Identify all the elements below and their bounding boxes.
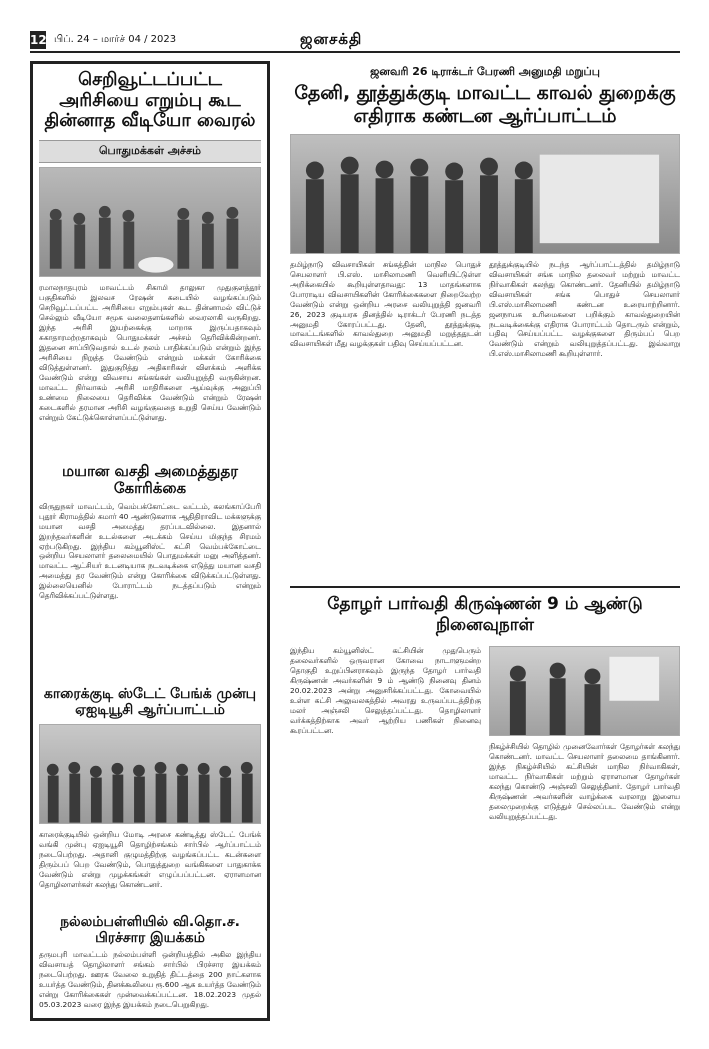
parvathi-body-col1: இந்திய கம்யூனிஸ்ட் கட்சியின் முதுபெரும் தலைவர்களில் ஒருவரான கோவை நாடாளுமன்ற தொகுதி உறுப்பினராகவும் இருந்த தோழர் பார்வதி கிருஷ்ணன் அவர்களின் 9 ம் ஆண்டு நினைவு தினம் 20.02.2023 அன்று அனுசரிக்கப்பட்டது. கோவையில் உள்ள கட்சி அலுவலகத்தில் அவரது உருவப்படத்திற்கு மலர் அஞ்சலி செலுத்தப்பட்டது. தொழிலாளர் வர்க்கத்திற்காக அவர் ஆற்றிய பணிகள் நினைவு கூரப்பட்டன. (290, 646, 481, 735)
page-number: 12 (30, 33, 47, 47)
parvathi-article-body (290, 646, 680, 1021)
rice-story-headline: செறிவூட்டப்பட்ட அரிசியை எறும்பு கூட தின்னாத வீடியோ வைரல் (44, 69, 256, 132)
main-article-body (290, 260, 680, 580)
masthead: ஜனசக்தி (300, 30, 363, 48)
parvathi-body-col2: நிகழ்ச்சியில் தொழில் முனைவோர்கள் தோழர்கள் கலந்து கொண்டனர். மாவட்ட செயலாளர் தலைமை தாங்கினார். இந்த நிகழ்ச்சியில் கட்சியின் மாநில நிர்வாகிகள், மாவட்ட நிர்வாகிகள் மற்றும் ஏராளமான தோழர்கள் கலந்து கொண்டு அஞ்சலி செலுத்தினர். தோழர் பார்வதி கிருஷ்ணன் அவர்களின் வாழ்க்கை வரலாறு இளைய தலைமுறைக்கு எடுத்துச் செல்லப்பட வேண்டும் என்று வலியுறுத்தப்பட்டது. (489, 742, 680, 821)
page-header (0, 0, 709, 56)
nallampalli-story-headline: நல்லம்பள்ளியில் வி.தொ.ச. பிரச்சார இயக்கம் (60, 913, 240, 946)
left-column (30, 61, 270, 1021)
karaikudi-story-body: காரைக்குடியில் ஒன்றிய மோடி அரசை கண்டித்து ஸ்டேட் பேங்க் வங்கி முன்பு ஏஐடியூசி தொழிற்சங்கம் சார்பில் ஆர்ப்பாட்டம் நடைபெற்றது. அதானி குழுமத்திற்கு வழங்கப்பட்ட கடன்களை திரும்பப் பெற வேண்டும், பொதுத்துறை வங்கிகளை பாதுகாக்க வேண்டும் என்று முழக்கங்கள் எழுப்பப்பட்டன. ஏராளமான தொழிலாளர்கள் கலந்து கொண்டனர். (39, 829, 261, 889)
people-image (40, 200, 261, 276)
parvathi-headline: தோழர் பார்வதி கிருஷ்ணன் 9 ம் ஆண்டு நினைவுநாள் (290, 586, 680, 641)
main-photo (290, 134, 680, 254)
main-body-col1: தமிழ்நாடு விவசாயிகள் சங்கத்தின் மாநில பொதுச் செயலாளர் பி.எஸ். மாசிலாமணி வெளியிட்டுள்ள அறிக்கையில் கூறியுள்ளதாவது: 13 மாதங்களாக போராடிய விவசாயிகளின் கோரிக்கைகளை நிறைவேற்ற வேண்டும் என்று ஒன்றிய அரசை வலியுறுத்தி ஜனவரி 26, 2023 குடியரசு தினத்தில் டிராக்டர் பேரணி நடத்த அனுமதி கோரப்பட்டது. தேனி, தூத்துக்குடி மாவட்டங்களில் காவல்துறை அனுமதி மறுத்ததுடன் விவசாயிகள் மீது வழக்குகள் பதிவு செய்யப்பட்டன. (290, 259, 481, 349)
parvathi-photo (489, 646, 680, 736)
main-column (290, 61, 680, 1021)
karaikudi-story-headline: காரைக்குடி ஸ்டேட் பேங்க் முன்பு ஏஐடியூசி ஆர்ப்பாட்டம் (43, 685, 257, 718)
issue-date: பிப். 24 – மார்ச் 04 / 2023 (54, 34, 177, 45)
rice-story-subhead: பொதுமக்கள் அச்சம் (39, 140, 261, 163)
cemetery-story-body: விருதுநகர் மாவட்டம், வெம்பக்கோட்டை வட்டம், கலங்காப்பேரி புதூர் கிராமத்தில் சுமார் 40 ஆண்டுகளாக ஆதிதிராவிட மக்களுக்கு மயான வசதி அமைத்து தரப்படவில்லை. இதனால் இறந்தவர்களின் உடல்களை அடக்கம் செய்ய மிகுந்த சிரமம் ஏற்படுகிறது. இந்திய கம்யூனிஸ்ட் கட்சி வெம்பக்கோட்டை ஒன்றிய செயலாளர் தலைமையில் பொதுமக்கள் மனு அளித்தனர். மாவட்ட ஆட்சியர் உடனடியாக நடவடிக்கை எடுத்து மயான வசதி அமைத்து தர வேண்டும் என்று கோரிக்கை விடுக்கப்பட்டுள்ளது. இல்லையெனில் போராட்டம் நடத்தப்படும் என்றும் தெரிவிக்கப்பட்டுள்ளது. (39, 501, 261, 601)
parvathi-right-col (489, 646, 680, 1021)
protest-image (40, 754, 261, 823)
rice-story-body: ரமாலநாதபுரம் மாவட்டம் சிகாமி தாலுகா முதுகுளத்தூர் பகுதிகளில் இலவச ரேஷன் கடையில் வழங்கப்படும் செறிவூட்டப்பட்ட அரிசியை எறும்புகள் கூட தின்னாமல் விட்டுச் செல்லும் வீடியோ சமூக வலைதளங்களில் வைரலாகி வருகிறது. இந்த அரிசி இயற்கைக்கு மாறாக இருப்பதாகவும் சுகாதாரமற்றதாகவும் பொதுமக்கள் அச்சம் தெரிவிக்கின்றனர். இதனை சாப்பிடுவதால் உடல் நலம் பாதிக்கப்படும் என்றும் இந்த அரிசியை நிறுத்த வேண்டும் என்றும் மக்கள் கோரிக்கை விடுத்துள்ளனர். இதுகுறித்து அதிகாரிகள் விளக்கம் அளிக்க வேண்டும் என்று விவசாய சங்கங்கள் வலியுறுத்தி வருகின்றன. மாவட்ட நிர்வாகம் அரிசி மாதிரிகளை ஆய்வுக்கு அனுப்பி உண்மை நிலையை தெரிவிக்க வேண்டும் என்றும் ரேஷன் கடைகளில் தரமான அரிசி வழங்குவதை உறுதி செய்ய வேண்டும் என்றும் கேட்டுக்கொள்ளப்பட்டுள்ளது. (39, 283, 261, 422)
main-kicker: ஜனவரி 26 டிராக்டர் பேரணி அனுமதி மறுப்பு (370, 65, 600, 78)
nallampalli-story-body: தருமபுரி மாவட்டம் நல்லம்பள்ளி ஒன்றியத்தில் அகில இந்திய விவசாயத் தொழிலாளர் சங்கம் சார்பில் பிரச்சார இயக்கம் நடைபெற்றது. ஊரக வேலை உறுதித் திட்டத்தை 200 நாட்களாக உயர்த்த வேண்டும், தினக்கூலியை ரூ.600 ஆக உயர்த்த வேண்டும் என்று கோரிக்கைகள் முன்வைக்கப்பட்டன. 18.02.2023 முதல் 05.03.2023 வரை இந்த இயக்கம் நடைபெறுகிறது. (39, 949, 261, 1009)
header-rule (30, 51, 680, 53)
tribute-image (490, 647, 679, 735)
main-body-col2: தூத்துக்குடியில் நடந்த ஆர்ப்பாட்டத்தில் தமிழ்நாடு விவசாயிகள் சங்க மாநில தலைவர் மற்றும் மாவட்ட நிர்வாகிகள் கலந்து கொண்டனர். தேனியில் தமிழ்நாடு விவசாயிகள் சங்க பொதுச் செயலாளர் பி.எஸ்.மாசிலாமணி கண்டன உரையாற்றினார். ஜனநாயக உரிமைகளை பறிக்கும் காவல்துறையின் நடவடிக்கைக்கு எதிராக போராட்டம் தொடரும் என்றும், பதிவு செய்யப்பட்ட வழக்குகளை திரும்பப் பெற வேண்டும் என்றும் வலியுறுத்தப்பட்டது. இவ்வாறு பி.எஸ்.மாசிலாமணி கூறியுள்ளார். (489, 259, 680, 359)
karaikudi-story-photo (39, 724, 261, 824)
demonstration-image (291, 135, 679, 253)
rice-story-photo (39, 167, 261, 277)
main-headline: தேனி, தூத்துக்குடி மாவட்ட காவல் துறைக்கு எதிராக கண்டன ஆர்ப்பாட்டம் (294, 82, 676, 127)
cemetery-story-headline: மயான வசதி அமைத்துதர கோரிக்கை (62, 462, 238, 498)
